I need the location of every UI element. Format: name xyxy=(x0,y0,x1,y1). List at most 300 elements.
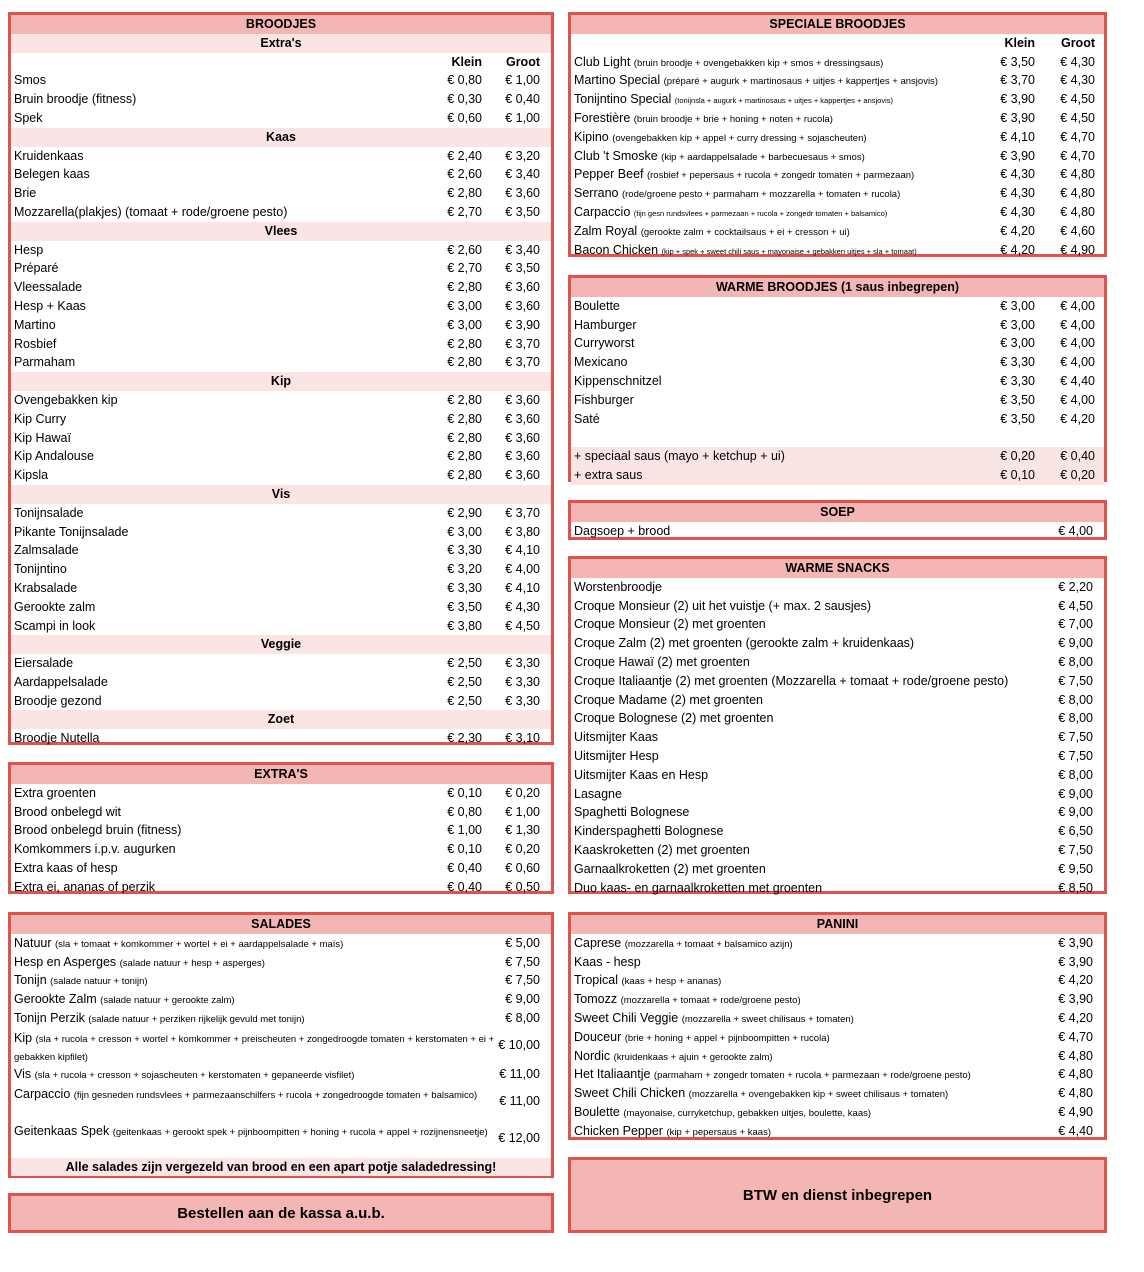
section-title: BROODJES xyxy=(245,17,317,31)
menu-item xyxy=(571,1103,1104,1122)
price-klein: € 3,50 xyxy=(447,599,482,614)
price-groot: € 3,60 xyxy=(505,392,540,407)
menu-item xyxy=(571,1009,1104,1028)
item-title: Mozzarella(plakjes) (tomaat + rode/groene pesto) xyxy=(14,204,288,219)
item-name xyxy=(574,1009,854,1028)
item-title: Serrano xyxy=(574,186,619,201)
item-title: Kinderspaghetti Bolognese xyxy=(574,824,724,839)
section-header xyxy=(11,485,551,504)
price-groot: € 3,20 xyxy=(505,148,540,163)
price-klein: € 3,70 xyxy=(1000,73,1035,88)
item-title: Spaghetti Bolognese xyxy=(574,805,690,820)
item-title: Eiersalade xyxy=(14,656,74,671)
price-klein: € 2,90 xyxy=(447,505,482,520)
item-title: Gerookte zalm xyxy=(14,599,96,614)
menu-item xyxy=(11,654,551,673)
section-header xyxy=(11,710,551,729)
item-title: Uitsmijter Kaas en Hesp xyxy=(574,767,709,782)
price: € 3,90 xyxy=(1058,954,1093,969)
price-groot: € 3,30 xyxy=(505,693,540,708)
item-name xyxy=(14,429,71,448)
price-groot: € 4,00 xyxy=(1060,355,1095,370)
price-klein: € 2,70 xyxy=(447,261,482,276)
item-name xyxy=(14,541,79,560)
price-klein: € 3,90 xyxy=(1000,92,1035,107)
price-klein: € 2,80 xyxy=(447,336,482,351)
menu-item xyxy=(571,1028,1104,1047)
menu-item xyxy=(11,1009,551,1028)
item-name xyxy=(14,297,86,316)
price-groot: € 3,70 xyxy=(505,505,540,520)
item-name xyxy=(574,90,893,109)
item-title: Worstenbroodje xyxy=(574,579,663,594)
item-title: Caprese xyxy=(574,935,622,950)
price-klein: € 2,60 xyxy=(447,242,482,257)
item-title: Kippenschnitzel xyxy=(574,373,662,388)
price-groot: € 3,40 xyxy=(505,167,540,182)
menu-item xyxy=(11,859,551,878)
price: € 5,00 xyxy=(505,935,540,950)
section-header xyxy=(11,222,551,241)
item-name xyxy=(14,579,77,598)
menu-item xyxy=(571,203,1104,222)
menu-item xyxy=(11,840,551,859)
price-groot: € 4,80 xyxy=(1060,204,1095,219)
item-name xyxy=(14,1123,499,1141)
item-title: Tonijn xyxy=(14,973,47,988)
item-title: Ovengebakken kip xyxy=(14,392,118,407)
price-klein: € 3,50 xyxy=(1000,54,1035,69)
menu-item xyxy=(11,391,551,410)
price-klein: € 3,50 xyxy=(1000,411,1035,426)
menu-item xyxy=(11,784,551,803)
menu-item xyxy=(571,578,1104,597)
menu-item xyxy=(11,598,551,617)
price-klein: € 0,80 xyxy=(447,73,482,88)
section-header xyxy=(11,34,551,53)
item-title: Martino xyxy=(14,317,56,332)
item-title: Hesp en Asperges xyxy=(14,954,117,969)
price-klein: € 0,40 xyxy=(447,879,482,894)
price: € 4,80 xyxy=(1058,1067,1093,1082)
item-name xyxy=(14,353,75,372)
price-groot: € 4,00 xyxy=(1060,298,1095,313)
price: € 7,50 xyxy=(1058,842,1093,857)
price-groot: € 0,60 xyxy=(505,860,540,875)
section-header xyxy=(11,372,551,391)
section-title: Kip xyxy=(270,374,292,389)
price-groot: € 3,90 xyxy=(505,317,540,332)
price-klein: € 3,00 xyxy=(447,298,482,313)
price: € 4,00 xyxy=(1058,523,1093,538)
menu-item xyxy=(11,297,551,316)
item-name xyxy=(574,372,662,391)
item-description: (kip + aardappelsalade + barbecuesaus + smos) xyxy=(661,151,865,163)
menu-item xyxy=(11,729,551,748)
item-name xyxy=(14,165,90,184)
item-title: Tropical xyxy=(574,973,618,988)
item-description: (mozzarella + ovengebakken kip + sweet chilisaus + tomaten) xyxy=(688,1089,949,1101)
menu-item xyxy=(11,579,551,598)
item-title: Bruin broodje (fitness) xyxy=(14,92,137,107)
item-title: Geitenkaas Spek xyxy=(14,1123,110,1138)
price-groot: € 1,30 xyxy=(505,823,540,838)
price: € 11,00 xyxy=(499,1066,540,1081)
column-groot: Groot xyxy=(1060,35,1095,50)
item-name xyxy=(574,1047,773,1066)
item-title: Club Light xyxy=(574,54,631,69)
price: € 4,20 xyxy=(1058,1010,1093,1025)
price-klein: € 0,80 xyxy=(447,804,482,819)
broodjes-section xyxy=(8,12,554,745)
item-name xyxy=(574,241,917,260)
item-description: (salade natuur + perziken rijkelijk gevuld met tonijn) xyxy=(88,1013,305,1025)
price-groot: € 3,40 xyxy=(505,242,540,257)
item-title: Extra ei, ananas of perzik xyxy=(14,879,156,894)
price-klein: € 2,30 xyxy=(447,731,482,746)
item-name xyxy=(574,1084,948,1103)
column-klein: Klein xyxy=(451,54,482,69)
item-description: (mozzarella + sweet chilisaus + tomaten) xyxy=(681,1013,854,1025)
menu-item xyxy=(11,90,551,109)
menu-item xyxy=(571,728,1104,747)
item-title: Duo kaas- en garnaalkroketten met groenten xyxy=(574,880,823,895)
menu-item xyxy=(571,822,1104,841)
section-header xyxy=(11,635,551,654)
speciale-broodjes-section xyxy=(568,12,1107,257)
menu-item xyxy=(11,259,551,278)
item-title: Zalm Royal xyxy=(574,223,638,238)
item-title: Curryworst xyxy=(574,336,635,351)
price-groot: € 3,60 xyxy=(505,449,540,464)
item-name xyxy=(14,729,99,748)
item-name xyxy=(574,728,658,747)
menu-item xyxy=(571,128,1104,147)
menu-item xyxy=(571,316,1104,335)
item-title: Croque Monsieur (2) uit het vuistje (+ max. 2 sausjes) xyxy=(574,598,871,613)
item-title: Brood onbelegd bruin (fitness) xyxy=(14,823,182,838)
item-title: Kipino xyxy=(574,129,609,144)
price-klein: € 0,30 xyxy=(447,92,482,107)
item-title: Uitsmijter Hesp xyxy=(574,748,659,763)
item-name xyxy=(574,353,628,372)
price: € 4,50 xyxy=(1058,598,1093,613)
item-title: Hamburger xyxy=(574,317,637,332)
item-name xyxy=(14,990,235,1009)
menu-item xyxy=(571,860,1104,879)
item-name xyxy=(14,971,148,990)
item-name xyxy=(574,1122,771,1141)
price-klein: € 0,40 xyxy=(447,860,482,875)
menu-item xyxy=(571,147,1104,166)
item-title: Club 't Smoske xyxy=(574,148,658,163)
item-name xyxy=(14,410,66,429)
price-klein: € 3,00 xyxy=(447,317,482,332)
item-title: + speciaal saus (mayo + ketchup + ui) xyxy=(574,449,785,464)
item-title: Hesp xyxy=(14,242,44,257)
price-groot: € 4,90 xyxy=(1060,242,1095,257)
item-title: Martino Special xyxy=(574,73,661,88)
item-title: Pikante Tonijnsalade xyxy=(14,524,129,539)
price-groot: € 4,00 xyxy=(505,562,540,577)
item-name xyxy=(574,71,938,90)
item-name xyxy=(14,1065,354,1084)
section-header xyxy=(571,559,1104,578)
section-title: SPECIALE BROODJES xyxy=(769,17,906,31)
price-groot: € 3,60 xyxy=(505,186,540,201)
item-name xyxy=(574,634,914,653)
item-title: Brood onbelegd wit xyxy=(14,804,122,819)
item-title: + extra saus xyxy=(574,467,643,482)
price-groot: € 0,50 xyxy=(505,879,540,894)
price: € 7,50 xyxy=(1058,673,1093,688)
section-title: Vlees xyxy=(264,223,298,238)
item-name xyxy=(14,278,82,297)
section-header xyxy=(11,765,551,784)
price-klein: € 3,00 xyxy=(1000,317,1035,332)
item-name xyxy=(14,617,95,636)
menu-item xyxy=(571,184,1104,203)
item-name xyxy=(574,184,900,203)
price: € 6,50 xyxy=(1058,824,1093,839)
menu-item xyxy=(11,617,551,636)
price-klein: € 2,80 xyxy=(447,411,482,426)
item-title: Kip xyxy=(14,1030,33,1045)
menu-item xyxy=(571,653,1104,672)
item-title: Tonijntino xyxy=(14,562,67,577)
price: € 7,50 xyxy=(1058,730,1093,745)
item-title: Zalmsalade xyxy=(14,543,79,558)
menu-item xyxy=(571,1122,1104,1141)
item-name xyxy=(574,672,1008,691)
menu-item xyxy=(11,165,551,184)
price-klein: € 4,10 xyxy=(1000,129,1035,144)
item-name xyxy=(14,316,56,335)
price-klein: € 4,30 xyxy=(1000,167,1035,182)
price: € 4,80 xyxy=(1058,1048,1093,1063)
item-title: Vleessalade xyxy=(14,280,83,295)
item-name xyxy=(574,1065,971,1084)
item-description: (rode/groene pesto + parmaham + mozzarella + tomaten + rucola) xyxy=(621,189,901,201)
menu-item xyxy=(571,1047,1104,1066)
price: € 9,00 xyxy=(1058,636,1093,651)
item-title: Kip Hawaï xyxy=(14,430,71,445)
item-title: Croque Madame (2) met groenten xyxy=(574,692,763,707)
menu-item xyxy=(11,560,551,579)
item-name xyxy=(14,598,95,617)
item-title: Belegen kaas xyxy=(14,167,90,182)
spacer-row xyxy=(571,428,1104,447)
menu-item xyxy=(571,766,1104,785)
section-title: SALADES xyxy=(251,917,311,931)
menu-item xyxy=(571,879,1104,898)
item-title: Gerookte Zalm xyxy=(14,992,97,1007)
price-klein: € 3,80 xyxy=(447,618,482,633)
menu-item xyxy=(11,353,551,372)
section-header xyxy=(11,128,551,147)
price-groot: € 0,40 xyxy=(1060,449,1095,464)
item-description: (kaas + hesp + ananas) xyxy=(621,976,722,988)
price-klein: € 3,20 xyxy=(447,562,482,577)
item-name xyxy=(14,878,155,897)
item-description: (kip + spek + sweet chili saus + mayonaise + gebakken uitjes + sla + tomaat) xyxy=(661,246,917,256)
menu-item xyxy=(571,615,1104,634)
item-description: (sla + rucola + cresson + wortel + komkommer + preischeuten + zongedroogde tomaten + kerstomaten + ei + gebakken kipfilet) xyxy=(14,1033,495,1063)
price-klein: € 0,10 xyxy=(447,842,482,857)
section-header xyxy=(571,15,1104,34)
item-name xyxy=(14,391,118,410)
price-klein: € 1,00 xyxy=(447,823,482,838)
price-groot: € 4,00 xyxy=(1060,317,1095,332)
item-title: Krabsalade xyxy=(14,580,78,595)
price-klein: € 3,90 xyxy=(1000,110,1035,125)
menu-item xyxy=(11,447,551,466)
item-title: Kip Andalouse xyxy=(14,449,94,464)
price: € 4,20 xyxy=(1058,973,1093,988)
item-title: Smos xyxy=(14,73,46,88)
item-title: Scampi in look xyxy=(14,618,96,633)
menu-item xyxy=(571,634,1104,653)
price-klein: € 3,00 xyxy=(1000,298,1035,313)
price-groot: € 4,40 xyxy=(1060,373,1095,388)
item-name xyxy=(14,466,48,485)
item-name xyxy=(574,822,723,841)
item-title: Préparé xyxy=(14,261,59,276)
item-name xyxy=(14,560,67,579)
item-title: Croque Monsieur (2) met groenten xyxy=(574,617,766,632)
menu-item xyxy=(571,90,1104,109)
menu-item xyxy=(571,222,1104,241)
item-title: Boulette xyxy=(574,298,620,313)
section-title: WARME BROODJES (1 saus inbegrepen) xyxy=(715,280,960,294)
item-name xyxy=(574,203,887,222)
price-groot: € 1,00 xyxy=(505,110,540,125)
item-name xyxy=(574,391,634,410)
menu-item xyxy=(571,597,1104,616)
price-groot: € 4,50 xyxy=(1060,110,1095,125)
item-name xyxy=(14,803,121,822)
item-name xyxy=(14,259,58,278)
price: € 8,50 xyxy=(1058,880,1093,895)
item-name xyxy=(574,691,763,710)
price-groot: € 4,80 xyxy=(1060,167,1095,182)
price: € 7,50 xyxy=(505,954,540,969)
price-klein: € 4,20 xyxy=(1000,223,1035,238)
price-klein: € 2,70 xyxy=(447,204,482,219)
item-title: Tomozz xyxy=(574,992,618,1007)
item-title: Chicken Pepper xyxy=(574,1123,663,1138)
menu-item xyxy=(571,953,1104,972)
price-klein: € 0,10 xyxy=(447,785,482,800)
item-name xyxy=(14,840,176,859)
price: € 8,00 xyxy=(1058,711,1093,726)
section-title: WARME SNACKS xyxy=(785,561,890,575)
price: € 2,20 xyxy=(1058,579,1093,594)
menu-item xyxy=(571,803,1104,822)
price-groot: € 4,50 xyxy=(505,618,540,633)
price-groot: € 4,70 xyxy=(1060,148,1095,163)
section-title: Zoet xyxy=(267,712,295,727)
menu-item xyxy=(571,709,1104,728)
item-name xyxy=(574,934,793,953)
menu-item xyxy=(11,71,551,90)
menu-item xyxy=(11,1084,551,1121)
item-name xyxy=(574,522,670,541)
price: € 9,50 xyxy=(1058,861,1093,876)
menu-item xyxy=(571,297,1104,316)
price-groot: € 1,00 xyxy=(505,804,540,819)
menu-item xyxy=(11,934,551,953)
item-title: Saté xyxy=(574,411,600,426)
menu-item xyxy=(571,53,1104,72)
price-groot: € 4,30 xyxy=(1060,73,1095,88)
column-headers xyxy=(11,53,551,72)
item-title: Natuur xyxy=(14,935,52,950)
section-title: Extra's xyxy=(260,35,302,50)
price-groot: € 4,80 xyxy=(1060,186,1095,201)
menu-item xyxy=(11,821,551,840)
extras-section xyxy=(8,762,554,894)
item-title: Hesp + Kaas xyxy=(14,298,86,313)
item-title: Aardappelsalade xyxy=(14,674,108,689)
menu-item xyxy=(11,429,551,448)
item-description: (mozzarella + tomaat + balsamico azijn) xyxy=(624,938,793,950)
price-groot: € 3,60 xyxy=(505,280,540,295)
menu-item xyxy=(571,1065,1104,1084)
item-name xyxy=(574,447,785,466)
warme-broodjes-section xyxy=(568,275,1107,482)
section-header xyxy=(571,915,1104,934)
item-title: Lasagne xyxy=(574,786,622,801)
price-klein: € 3,30 xyxy=(1000,373,1035,388)
item-description: (tonijnsla + augurk + martinosaus + uitjes + kappertjes + ansjovis) xyxy=(674,96,894,106)
salades-section xyxy=(8,912,554,1178)
item-name xyxy=(574,147,865,166)
section-title: PANINI xyxy=(816,917,859,931)
price: € 8,00 xyxy=(1058,654,1093,669)
price-klein: € 2,80 xyxy=(447,280,482,295)
item-name xyxy=(14,523,128,542)
item-name xyxy=(14,1030,499,1065)
price-klein: € 2,50 xyxy=(447,656,482,671)
item-title: Tonijn Perzik xyxy=(14,1010,85,1025)
item-name xyxy=(14,859,118,878)
menu-item xyxy=(11,1065,551,1084)
item-title: Douceur xyxy=(574,1029,622,1044)
menu-item xyxy=(571,353,1104,372)
price-groot: € 4,30 xyxy=(505,599,540,614)
item-title: Nordic xyxy=(574,1048,611,1063)
item-name xyxy=(574,316,637,335)
price-groot: € 4,60 xyxy=(1060,223,1095,238)
item-description: (fijn gesn rundsvlees + parmezaan + rucola + zongedr tomaten + balsamico) xyxy=(633,208,888,218)
menu-item xyxy=(11,953,551,972)
item-name xyxy=(574,879,822,898)
price-klein: € 4,30 xyxy=(1000,186,1035,201)
warme-snacks-section xyxy=(568,556,1107,894)
item-title: Kipsla xyxy=(14,468,49,483)
menu-item xyxy=(571,691,1104,710)
item-name xyxy=(574,766,708,785)
item-name xyxy=(574,578,662,597)
item-title: Rosbief xyxy=(14,336,57,351)
item-description: (kruidenkaas + ajuin + gerookte zalm) xyxy=(613,1051,773,1063)
price-klein: € 2,80 xyxy=(447,355,482,370)
section-header xyxy=(571,503,1104,522)
item-title: Pepper Beef xyxy=(574,167,644,182)
price: € 9,00 xyxy=(1058,805,1093,820)
section-header xyxy=(11,15,551,34)
